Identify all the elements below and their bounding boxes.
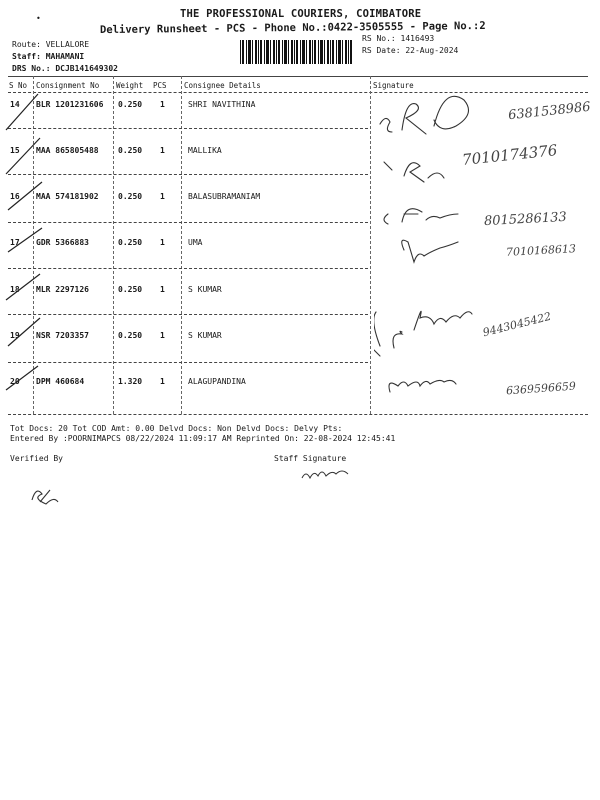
handwritten-phone: 6381538986 <box>507 99 592 124</box>
barcode-bar <box>266 40 269 64</box>
barcode-bar <box>342 40 343 64</box>
row-weight: 0.250 <box>118 331 143 340</box>
barcode-bar <box>309 40 311 64</box>
col-signature-header: Signature <box>373 81 414 90</box>
barcode-bar <box>242 40 244 64</box>
barcode-bar <box>336 40 337 64</box>
row-rule <box>8 268 368 269</box>
row-rule <box>8 222 368 223</box>
barcode <box>240 40 355 64</box>
row-pcs: 1 <box>160 285 165 294</box>
row-weight: 0.250 <box>118 146 143 155</box>
barcode-bar <box>258 40 259 64</box>
row-consignment: MAA 574181902 <box>36 192 99 201</box>
barcode-bar <box>255 40 257 64</box>
barcode-bar <box>291 40 293 64</box>
row-consignee: S KUMAR <box>188 285 222 294</box>
barcode-bar <box>300 40 301 64</box>
row-rule <box>8 128 368 129</box>
row-weight: 1.320 <box>118 377 143 386</box>
row-weight: 0.250 <box>118 192 143 201</box>
staff-signature-mark <box>298 466 358 486</box>
row-pcs: 1 <box>160 100 165 109</box>
row-consignment: NSR 7203357 <box>36 331 89 340</box>
row-sno: 17 <box>10 238 20 247</box>
row-sno: 18 <box>10 285 20 294</box>
barcode-bar <box>327 40 329 64</box>
row-sno: 16 <box>10 192 20 201</box>
row-sno: 19 <box>10 331 20 340</box>
col-pcs-header: PCS <box>153 81 167 90</box>
barcode-bar <box>338 40 341 64</box>
barcode-bar <box>312 40 313 64</box>
col-divider <box>181 76 182 414</box>
verified-by-label: Verified By <box>10 454 63 463</box>
barcode-bar <box>288 40 289 64</box>
row-weight: 0.250 <box>118 238 143 247</box>
row-consignment: MAA 865805488 <box>36 146 99 155</box>
row-pcs: 1 <box>160 377 165 386</box>
barcode-bar <box>246 40 247 64</box>
row-sno: 20 <box>10 377 20 386</box>
totals-line: Tot Docs: 20 Tot COD Amt: 0.00 Delvd Docs: Non Delvd Docs: Delvy Pts: <box>10 424 343 433</box>
barcode-bar <box>296 40 298 64</box>
barcode-bar <box>264 40 265 64</box>
row-consignee: ALAGUPANDINA <box>188 377 246 386</box>
row-rule <box>8 362 368 363</box>
col-divider <box>370 76 371 414</box>
verifier-signature <box>26 482 66 508</box>
col-divider <box>113 76 114 414</box>
barcode-bar <box>282 40 283 64</box>
handwritten-phone: 7010174376 <box>461 141 559 169</box>
row-weight: 0.250 <box>118 285 143 294</box>
barcode-bar <box>240 40 241 64</box>
row-weight: 0.250 <box>118 100 143 109</box>
row-consignee: SHRI NAVITHINA <box>188 100 256 109</box>
row-sno: 15 <box>10 146 20 155</box>
barcode-bar <box>273 40 275 64</box>
row-pcs: 1 <box>160 331 165 340</box>
row-consignment: GDR 5366883 <box>36 238 89 247</box>
barcode-bar <box>252 40 253 64</box>
entered-by-line: Entered By :POORNIMAPCS 08/22/2024 11:09:17 AM Reprinted On: 22-08-2024 12:45:41 <box>10 434 396 443</box>
row-consignment: DPM 460684 <box>36 377 85 386</box>
handwritten-phone: 8015286133 <box>483 209 568 230</box>
barcode-bar <box>294 40 295 64</box>
row-rule <box>8 174 368 175</box>
rs-number: RS No.: 1416493 <box>362 34 435 43</box>
barcode-bar <box>332 40 334 64</box>
row-consignment: MLR 2297126 <box>36 285 89 294</box>
row-consignee: UMA <box>188 238 203 247</box>
barcode-bar <box>248 40 251 64</box>
drs-number: DRS No.: DCJB141649302 <box>12 64 118 73</box>
row-rule <box>8 314 368 315</box>
barcode-bar <box>260 40 262 64</box>
col-weight-header: Weight <box>116 81 144 90</box>
handwritten-phone: 6369596659 <box>505 379 577 398</box>
row-consignee: BALASUBRAMANIAM <box>188 192 261 201</box>
staff-label: Staff: MAHAMANI <box>12 52 85 61</box>
col-sno-header: S No <box>9 81 28 90</box>
row-sno: 14 <box>10 100 20 109</box>
route-label: Route: VELLALORE <box>12 40 90 49</box>
row-consignee: S KUMAR <box>188 331 222 340</box>
row-pcs: 1 <box>160 146 165 155</box>
handwritten-phone: 9443045422 <box>481 309 553 340</box>
barcode-bar <box>345 40 347 64</box>
handwritten-phone: 7010168613 <box>505 242 577 259</box>
row-consignment: BLR 1201231606 <box>36 100 104 109</box>
barcode-bar <box>318 40 319 64</box>
barcode-bar <box>306 40 307 64</box>
row-pcs: 1 <box>160 238 165 247</box>
row-consignee: MALLIKA <box>188 146 222 155</box>
tick-marks <box>0 90 60 410</box>
barcode-bar <box>330 40 331 64</box>
barcode-bar <box>348 40 349 64</box>
staff-signature-label: Staff Signature <box>274 454 347 463</box>
barcode-bar <box>320 40 323 64</box>
row-pcs: 1 <box>160 192 165 201</box>
barcode-bar <box>314 40 316 64</box>
barcode-bar <box>350 40 352 64</box>
barcode-bar <box>324 40 325 64</box>
barcode-bar <box>302 40 305 64</box>
rs-date: RS Date: 22-Aug-2024 <box>362 46 459 55</box>
company-title: THE PROFESSIONAL COURIERS, COIMBATORE <box>180 8 422 20</box>
col-consignee-header: Consignee Details <box>184 81 261 90</box>
barcode-bar <box>284 40 287 64</box>
table-bottom-rule <box>8 414 588 415</box>
barcode-bar <box>278 40 280 64</box>
col-consignment-header: Consignment No <box>36 81 100 90</box>
barcode-bar <box>270 40 271 64</box>
table-top-rule <box>8 76 588 77</box>
runsheet-subtitle: Delivery Runsheet - PCS - Phone No.:0422-3505555 - Page No.:2 <box>99 19 486 37</box>
barcode-bar <box>276 40 277 64</box>
header-dot: • <box>36 14 41 23</box>
